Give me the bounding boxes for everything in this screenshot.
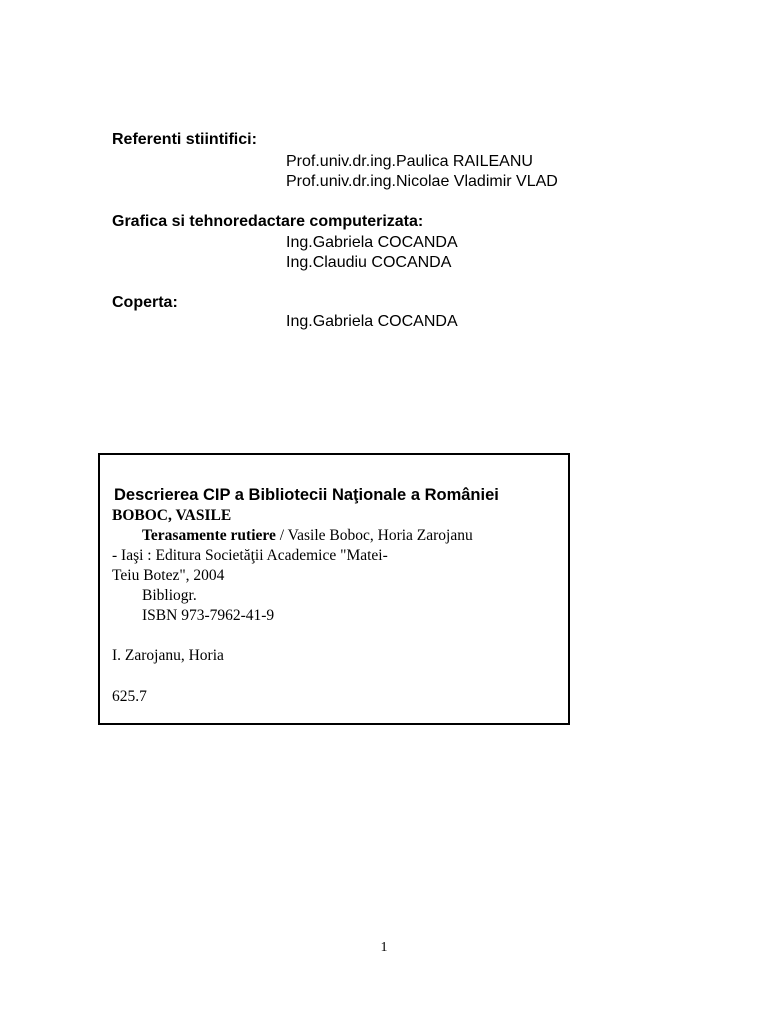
cover-designer-name: Ing.Gabriela COCANDA [286, 313, 458, 330]
graphics-designer-name: Ing.Claudiu COCANDA [286, 254, 452, 271]
cip-publisher-line: Teiu Botez", 2004 [112, 567, 225, 584]
cip-author: BOBOC, VASILE [112, 507, 232, 524]
cip-book-line [142, 526, 473, 546]
reviewers-heading: Referenti stiintifici: [112, 131, 257, 148]
cip-book-authors: / Vasile Boboc, Horia Zarojanu [275, 527, 473, 544]
graphics-heading: Grafica si tehnoredactare computerizata: [112, 213, 424, 230]
cover-heading: Coperta: [112, 294, 178, 311]
cip-classification: 625.7 [112, 688, 147, 705]
cip-book-title: Terasamente rutiere [142, 527, 276, 544]
cip-publisher-line: - Iaşi : Editura Societăţii Academice "Matei- [112, 547, 388, 564]
cip-description-box [98, 453, 570, 725]
cip-isbn: ISBN 973-7962-41-9 [142, 607, 275, 624]
reviewer-name: Prof.univ.dr.ing.Nicolae Vladimir VLAD [286, 173, 558, 190]
cip-coauthor-entry: I. Zarojanu, Horia [112, 647, 224, 664]
cip-title: Descrierea CIP a Bibliotecii Naţionale a României [114, 486, 499, 504]
graphics-designer-name: Ing.Gabriela COCANDA [286, 234, 458, 251]
page-number: 1 [380, 940, 388, 955]
reviewer-name: Prof.univ.dr.ing.Paulica RAILEANU [286, 153, 533, 170]
cip-bibliography: Bibliogr. [142, 587, 197, 604]
